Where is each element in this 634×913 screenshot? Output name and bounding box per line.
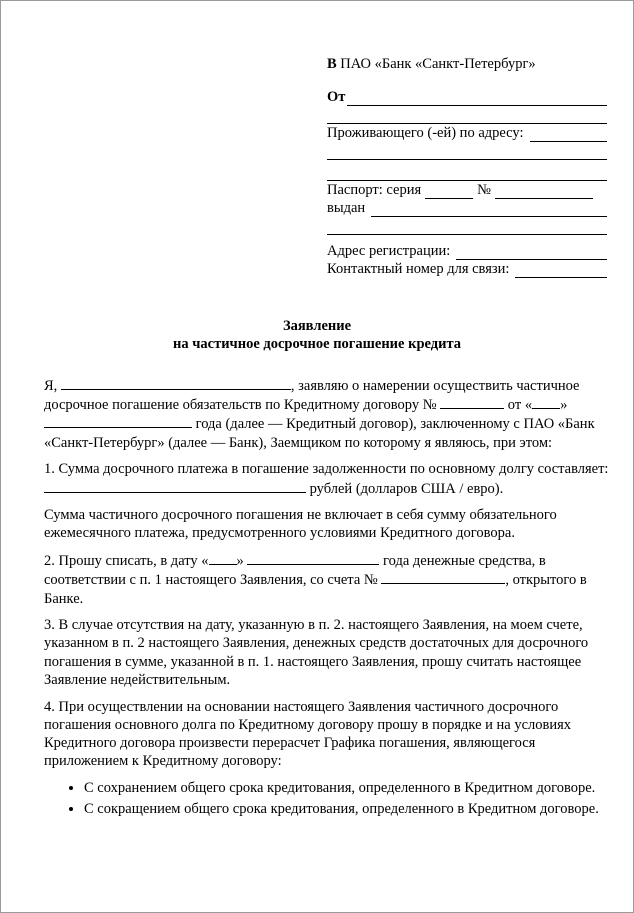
contract-day-field[interactable]	[532, 395, 560, 409]
option-reduce-term[interactable]: • С сокращением общего срока кредитования, определенного в Кредитном договоре.	[84, 800, 610, 818]
issued-label: выдан	[327, 200, 366, 216]
payment-amount-field[interactable]	[44, 479, 306, 493]
to-prefix: В	[327, 56, 337, 72]
passport-number-label: №	[477, 182, 491, 198]
reg-address-label: Адрес регистрации:	[327, 243, 451, 259]
address-line	[327, 124, 607, 142]
contract-number-field[interactable]	[440, 395, 504, 409]
passport-series-field[interactable]	[425, 184, 473, 199]
document-title	[1, 317, 633, 353]
phone-label: Контактный номер для связи:	[327, 261, 510, 277]
to-line	[327, 55, 607, 73]
debit-date-field[interactable]	[247, 551, 379, 565]
address-field-3[interactable]	[327, 160, 607, 181]
item-4: 4. При осуществлении на основании настоящего Заявления частичного досрочного погашения основного долга по Кредитному договору прошу в порядке и на условиях Кредитного договора произвести перерасчет Графика погашения, являющегося приложением к Кредитному договору:	[44, 698, 572, 770]
item-1: 1. Сумма досрочного платежа в погашение задолженности по основному долгу составляет: рублей (долларов США / евро).	[44, 461, 609, 497]
from-line	[327, 88, 607, 106]
note-paragraph: Сумма частичного досрочного погашения не включает в себя сумму обязательного ежемесячного платежа, предусмотренного условиями Кредитного договора.	[44, 507, 557, 542]
recalculation-options	[44, 779, 610, 818]
issued-field[interactable]	[371, 202, 607, 217]
intro-paragraph: Я, , заявляю о намерении осуществить частичное досрочное погашение обязательств по Кредитному договору № от « » года (далее — Кредитный договор), заключенному с ПАО «Банк «Санкт-Петербург» (далее — Банк), Заемщиком по которому я являюсь, при этом:	[44, 378, 595, 451]
issued-line	[327, 199, 607, 217]
issued-field-2[interactable]	[327, 217, 607, 235]
contract-date-field[interactable]	[44, 414, 192, 428]
reg-address-field[interactable]	[456, 245, 607, 260]
account-number-field[interactable]	[381, 570, 505, 584]
option-keep-term[interactable]: • С сохранением общего срока кредитования, определенного в Кредитном договоре.	[84, 779, 610, 797]
debit-day-field[interactable]	[209, 551, 237, 565]
address-field-2[interactable]	[327, 142, 607, 160]
passport-number-field[interactable]	[495, 184, 593, 199]
to-bank: ПАО «Банк «Санкт-Петербург»	[340, 56, 536, 72]
full-name-field[interactable]	[61, 376, 291, 390]
from-field-2[interactable]	[327, 106, 607, 124]
addressee-block	[327, 55, 607, 278]
from-field[interactable]	[347, 91, 607, 106]
title-line-2: на частичное досрочное погашение кредита	[172, 336, 461, 352]
item-3: 3. В случае отсутствия на дату, указанную в п. 2. настоящего Заявления, на моем счете, указанном в п. 2 настоящего Заявления, денежных средств достаточных для досрочного погашения в сумме, указанной в п. 1. настоящего Заявления, прошу считать настоящее Заявление недействительным.	[44, 617, 589, 688]
from-label: От	[327, 89, 346, 105]
phone-line	[327, 260, 607, 278]
address-field[interactable]	[530, 127, 607, 142]
phone-field[interactable]	[515, 263, 607, 278]
title-line-1: Заявление	[282, 318, 352, 334]
passport-series-label: Паспорт: серия	[327, 182, 422, 198]
document-body	[44, 376, 610, 821]
reg-address-line	[327, 242, 607, 260]
item-2: 2. Прошу списать, в дату « » года денежные средства, в соответствии с п. 1 настоящего Заявления, со счета № , открытого в Банке.	[44, 553, 587, 607]
passport-line	[327, 181, 607, 199]
address-label: Проживающего (-ей) по адресу:	[327, 125, 524, 141]
